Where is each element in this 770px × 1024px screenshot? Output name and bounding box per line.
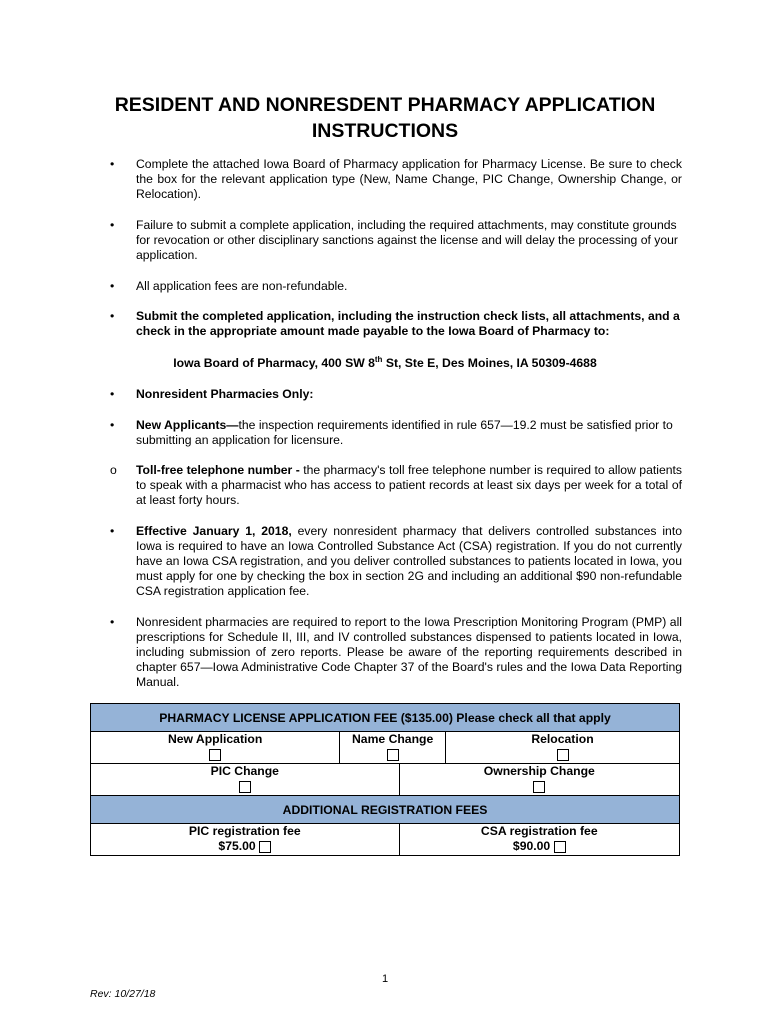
name-change-label: Name Change — [351, 732, 434, 746]
instruction-text — [136, 463, 682, 508]
pic-registration-label: PIC registration fee — [188, 824, 301, 838]
relocation-label: Relocation — [531, 732, 594, 746]
bullet-icon: • — [110, 387, 115, 401]
instruction-text: Submit the completed application, including the instruction check lists, all attachments, and a check in the appropriate amount made payable to the Iowa Board of Pharmacy to: — [136, 309, 680, 338]
csa-registration-checkbox[interactable] — [554, 841, 566, 853]
bullet-icon: • — [110, 615, 115, 629]
bullet-icon: • — [110, 157, 115, 171]
csa-registration-cell — [399, 824, 679, 856]
instruction-lead: New Applicants— — [136, 418, 239, 432]
instruction-text: Complete the attached Iowa Board of Pharmacy application for Pharmacy License. Be sure to check the box for the relevant application type (New, Name Change, PIC Change, Ownership Change, or Relocation). — [136, 157, 682, 201]
page-number: 1 — [381, 973, 389, 985]
pic-registration-cell — [91, 824, 400, 856]
new-application-cell — [91, 732, 340, 764]
instruction-text: Failure to submit a complete application, including the required attachments, may constitute grounds for revocation or other disciplinary sanctions against the license and will delay the processing of your application. — [136, 218, 678, 262]
fee-table-header — [91, 704, 680, 732]
bullet-icon: • — [110, 218, 115, 232]
title-line-2: INSTRUCTIONS — [311, 120, 459, 142]
mailing-address — [90, 355, 680, 370]
instruction-text: All application fees are non-refundable. — [136, 279, 348, 293]
pic-registration-amount: $75.00 — [218, 839, 256, 853]
fee-table — [90, 703, 680, 856]
new-application-checkbox[interactable] — [209, 749, 221, 761]
csa-registration-amount: $90.00 — [512, 839, 551, 853]
bullet-icon: • — [110, 418, 115, 432]
bullet-icon: • — [110, 279, 115, 293]
new-application-label: New Application — [167, 732, 263, 746]
instruction-text — [136, 418, 682, 448]
circle-bullet-icon: o — [110, 463, 117, 477]
bullet-icon: • — [110, 524, 115, 538]
page-title — [60, 92, 710, 144]
ownership-change-label: Ownership Change — [483, 764, 595, 778]
instruction-body: the inspection requirements identified in rule 657—19.2 must be satisfied prior to submitting an application for licensure. — [136, 418, 673, 447]
address-text-end: St, Ste E, Des Moines, IA 50309-4688 — [382, 356, 597, 371]
relocation-checkbox[interactable] — [557, 749, 569, 761]
bullet-icon: • — [110, 309, 115, 323]
additional-fees-header-text: ADDITIONAL REGISTRATION FEES — [282, 802, 488, 817]
csa-registration-label: CSA registration fee — [480, 824, 598, 838]
address-superscript: th — [374, 355, 383, 364]
instruction-text — [136, 524, 682, 599]
additional-fees-header — [91, 796, 680, 824]
name-change-cell — [340, 732, 446, 764]
relocation-cell — [446, 732, 680, 764]
pic-change-checkbox[interactable] — [239, 781, 251, 793]
ownership-change-checkbox[interactable] — [533, 781, 545, 793]
instruction-lead: Toll-free telephone number - — [136, 463, 300, 477]
ownership-change-cell — [399, 764, 679, 796]
name-change-checkbox[interactable] — [387, 749, 399, 761]
title-line-1: RESIDENT AND NONRESDENT PHARMACY APPLICATION — [114, 94, 656, 116]
instruction-body: the pharmacy's toll free telephone number is required to allow patients to speak with a pharmacist who has access to patient records at least six days per week for a total of at least forty hours. — [136, 463, 682, 507]
pic-change-label: PIC Change — [210, 764, 279, 778]
address-text: Iowa Board of Pharmacy, 400 SW 8 — [173, 356, 375, 371]
revision-date: Rev: 10/27/18 — [90, 988, 156, 1000]
pic-change-cell — [91, 764, 400, 796]
fee-table-header-text: PHARMACY LICENSE APPLICATION FEE ($135.00) Please check all that apply — [159, 710, 611, 725]
instruction-text: Nonresident pharmacies are required to report to the Iowa Prescription Monitoring Program (PMP) all prescriptions for Schedule II, III, and IV controlled substances dispensed to patients located in Iowa, including submission of zero reports. Please be aware of the reporting requirements described in chapter 657—Iowa Administrative Code Chapter 37 of the Board's rules and the Iowa Data Reporting Manual. — [136, 615, 682, 689]
instruction-lead: Effective January 1, 2018, — [136, 524, 292, 538]
pic-registration-checkbox[interactable] — [259, 841, 271, 853]
section-heading: Nonresident Pharmacies Only: — [136, 387, 314, 401]
instruction-body: every nonresident pharmacy that delivers controlled substances into Iowa is required to have an Iowa Controlled Substance Act (CSA) registration. If you do not currently have an Iowa CSA registration, and you deliver controlled substances to patients located in Iowa, you must apply for one by checking the box in section 2G and including an additional $90 non-refundable CSA registration application fee. — [136, 524, 682, 598]
